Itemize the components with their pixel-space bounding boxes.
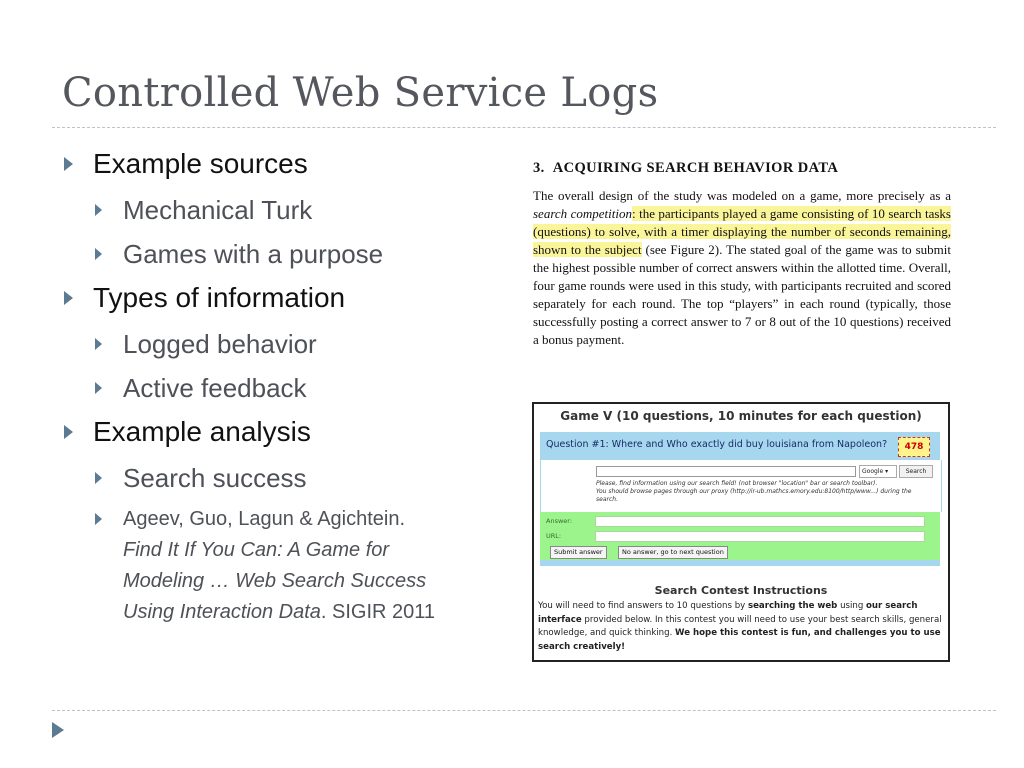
bullet-types-of-information: Types of information	[64, 278, 504, 318]
instr-bold-3: We hope this contest is fun, and challenges you to use search creatively!	[538, 628, 941, 652]
countdown-timer: 478	[898, 437, 930, 457]
next-slide-arrow-icon[interactable]	[52, 722, 64, 738]
citation-title-line2: Modeling … Web Search Success	[123, 570, 427, 592]
instr-bold-1: searching the web	[747, 601, 838, 611]
game-title: Game V (10 questions, 10 minutes for each question)	[560, 409, 922, 423]
search-input[interactable]	[596, 466, 856, 477]
submit-answer-button[interactable]: Submit answer	[550, 546, 607, 559]
bullet-list	[64, 144, 504, 628]
paper-text-italic: search competition	[533, 206, 633, 221]
answer-input[interactable]	[595, 516, 925, 527]
question-body: Where and Who exactly did buy louisiana from Napoleon?	[611, 439, 888, 450]
instr-text-2: using	[837, 601, 867, 611]
question-label: Question #1:	[546, 439, 612, 450]
instr-text-1: You will need to find answers to 10 questions by	[538, 601, 748, 611]
hint-line-2: You should browse pages through our proxy (http://ir-ub.mathcs.emory.edu:8100/http/www...) during the search.	[596, 488, 912, 503]
bullet-logged-behavior: Logged behavior	[64, 326, 504, 362]
slide-title: Controlled Web Service Logs	[62, 70, 659, 116]
bullet-example-analysis: Example analysis	[64, 412, 504, 452]
url-label: URL:	[546, 532, 562, 540]
question-bar	[540, 432, 940, 460]
answer-label: Answer:	[546, 517, 573, 525]
question-text	[546, 439, 887, 450]
citation-title-line1: Find It If You Can: A Game for	[123, 539, 390, 561]
instructions-text	[538, 600, 942, 654]
citation-venue: . SIGIR 2011	[320, 601, 436, 623]
bullet-citation	[64, 504, 504, 628]
search-button[interactable]: Search	[899, 465, 933, 478]
url-input[interactable]	[595, 531, 925, 542]
answer-area	[540, 512, 940, 560]
citation-title-line3: Using Interaction Data	[123, 601, 321, 623]
search-engine-select[interactable]: Google ▾	[859, 465, 897, 478]
bullet-mechanical-turk: Mechanical Turk	[64, 192, 504, 228]
bullet-games-with-purpose: Games with a purpose	[64, 236, 504, 272]
bullet-active-feedback: Active feedback	[64, 370, 504, 406]
paper-section-heading: 3. ACQUIRING SEARCH BEHAVIOR DATA	[533, 160, 839, 176]
paper-text-start: The overall design of the study was modeled on a game, more precisely as a	[533, 188, 951, 203]
hint-line-1: Please, find information using our search field! (not browser "location" bar or search toolbar).	[596, 480, 878, 487]
bullet-search-success: Search success	[64, 460, 504, 496]
footer-divider	[52, 710, 996, 711]
bullet-example-sources: Example sources	[64, 144, 504, 184]
search-hint	[596, 480, 934, 504]
paper-paragraph	[533, 187, 951, 349]
title-divider	[52, 127, 996, 128]
instructions-title: Search Contest Instructions	[654, 584, 828, 597]
paper-text-highlight: : the participants played a game consisting of 10 search tasks (questions) to solve, with a timer displaying the number of seconds remaining, shown to the subject	[533, 206, 951, 257]
paper-excerpt	[533, 160, 951, 349]
instr-text-3: provided below. In this contest you will need to use your best search skills, general knowledge, and quick thinking.	[538, 614, 942, 638]
game-screenshot	[532, 402, 950, 662]
skip-question-button[interactable]: No answer, go to next question	[618, 546, 728, 559]
citation-authors: Ageev, Guo, Lagun & Agichtein.	[123, 508, 406, 530]
search-area	[540, 460, 942, 512]
paper-text-end: (see Figure 2). The stated goal of the game was to submit the highest possible number of correct answers within the allotted time. Overall, four game rounds were used in this study, with participants recruited and scored separately for each round. The top “players” in each round (typically, those successfully posting a correct answer to 7 or 8 out of the 10 questions) received a bonus payment.	[533, 242, 952, 347]
form-bottom-band	[540, 560, 940, 566]
instr-bold-2: our search interface	[538, 601, 918, 625]
